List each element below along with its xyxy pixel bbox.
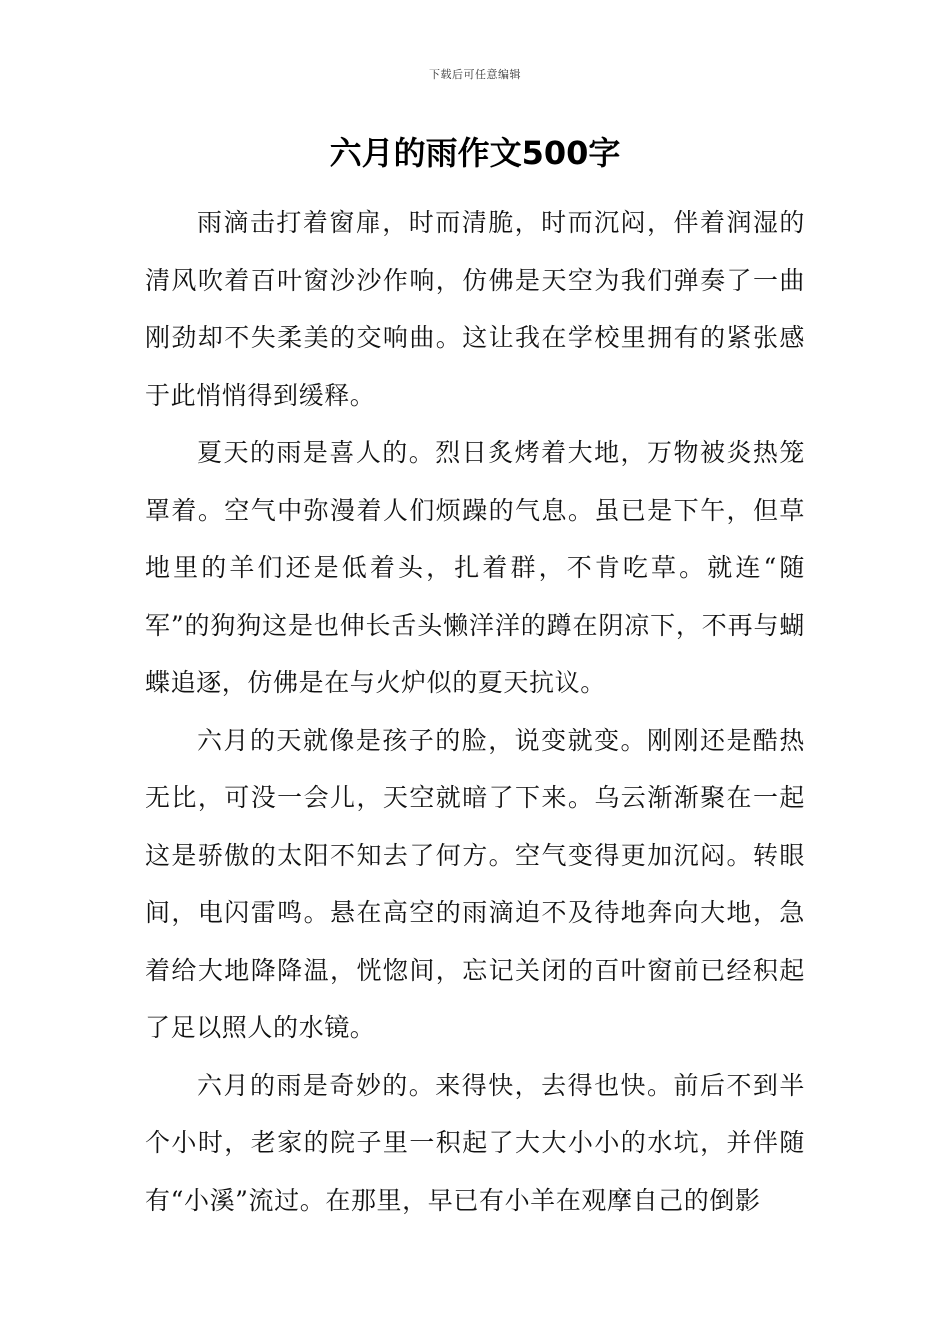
paragraph-1: 雨滴击打着窗扉，时而清脆，时而沉闷，伴着润湿的清风吹着百叶窗沙沙作响，仿佛是天空为我们弹奏了一曲刚劲却不失柔美的交响曲。这让我在学校里拥有的紧张感于此悄悄得到缓释。 <box>145 208 805 410</box>
document-body <box>145 194 805 1229</box>
header-note: 下载后可任意编辑 <box>429 68 521 81</box>
paragraph-2: 夏天的雨是喜人的。烈日炙烤着大地，万物被炎热笼罩着。空气中弥漫着人们烦躁的气息。虽已是下午，但草地里的羊们还是低着头，扎着群，不肯吃草。就连“随军”的狗狗这是也伸长舌头懒洋洋的蹲在阴凉下，不再与蝴蝶追逐，仿佛是在与火炉似的夏天抗议。 <box>145 438 805 697</box>
document-title: 六月的雨作文500字 <box>329 134 621 172</box>
paragraph-3: 六月的天就像是孩子的脸，说变就变。刚刚还是酷热无比，可没一会儿，天空就暗了下来。乌云渐渐聚在一起这是骄傲的太阳不知去了何方。空气变得更加沉闷。转眼间，电闪雷鸣。悬在高空的雨滴迫不及待地奔向大地，急着给大地降降温，恍惚间，忘记关闭的百叶窗前已经积起了足以照人的水镜。 <box>145 725 805 1042</box>
paragraph-4: 六月的雨是奇妙的。来得快，去得也快。前后不到半个小时，老家的院子里一积起了大大小小的水坑，并伴随有“小溪”流过。在那里，早已有小羊在观摩自己的倒影 <box>145 1070 805 1215</box>
